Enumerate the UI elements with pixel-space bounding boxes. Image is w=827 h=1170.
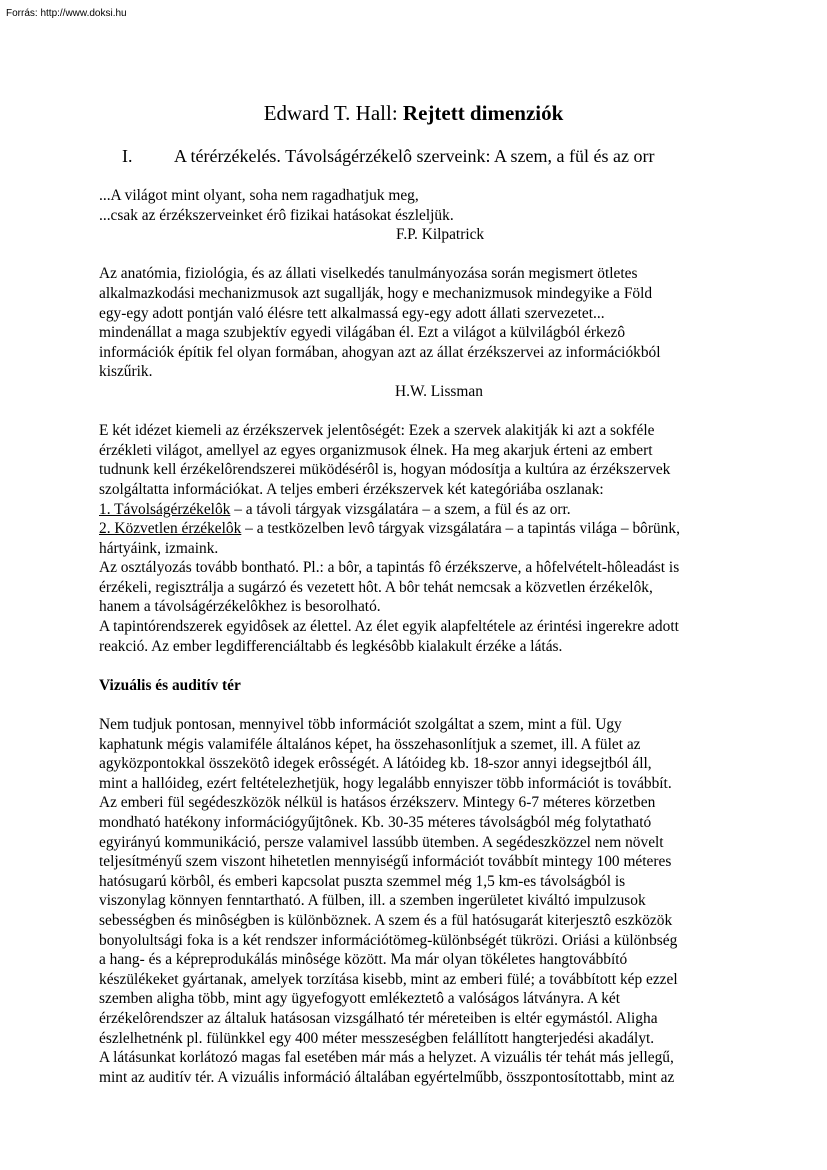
body-line: mint az auditív tér. A vizuális információ általában egyértelműbb, összpontosítottabb, mint az: [99, 1068, 675, 1086]
list-text: – a távoli tárgyak vizsgálatára – a szem, a fül és az orr.: [230, 500, 571, 518]
body-line: viszonylag könnyen fenntartható. A fülben, ill. a szemben ingerületet kiváltó impulzusok: [99, 892, 646, 910]
title-author: Edward T. Hall:: [263, 101, 403, 125]
quote-line: alkalmazkodási mechanizmusok azt sugallják, hogy e mechanizmusok mindegyike a Föld: [99, 284, 653, 302]
section-paragraph: [99, 715, 739, 1087]
source-note: Forrás: http://www.doksi.hu: [6, 8, 127, 19]
quote-author: F.P. Kilpatrick: [396, 226, 485, 244]
body-line: Az osztályozás tovább bontható. Pl.: a bôr, a tapintás fô érzékszerve, a hôfelvételt-hôleadást is: [99, 559, 680, 577]
body-line: hatósugarú körbôl, és emberi kapcsolat puszta szemmel még 1,5 km-es távolságból is: [99, 872, 626, 890]
body-line: agyközpontokkal összekötô idegek erôsségét. A látóideg kb. 18-szor annyi idegsejtból áll,: [99, 755, 652, 773]
body-line: a hang- és a képreprodukálás minôsége között. Ma már olyan tökéletes hangtovábbító: [99, 951, 628, 969]
body-line: szemben aligha több, mint agy ügyefogyott emlékeztetô a valóságos látványra. A két: [99, 990, 620, 1008]
list-item-distance-senses: [99, 500, 739, 520]
quote-line: ...csak az érzékszerveinket érô fizikai hatásokat észleljük.: [99, 206, 454, 224]
intro-paragraph: [99, 421, 739, 656]
body-line: mondható hatékony információgyűjtônek. Kb. 30-35 méteres távolságból még folytatható: [99, 814, 652, 831]
document-body: [99, 186, 739, 1087]
body-line: A látásunkat korlátozó magas fal esetében már más a helyzet. A vizuális tér tehát más jellegű,: [99, 1049, 674, 1067]
body-line: hanem a távolságérzékelôkhez is besorolható.: [99, 598, 381, 616]
epigraph-kilpatrick: [99, 186, 739, 245]
quote-line: mindenállat a maga szubjektív egyedi világában él. Ezt a világot a külvilágból érkezô: [99, 324, 626, 342]
section-heading: Vizuális és auditív tér: [99, 676, 241, 694]
body-line: teljesítményű szem viszont hihetetlen mennyiségű információt továbbít mintegy 100 méteres: [99, 853, 672, 871]
body-line: érzékleti világot, amellyel az egyes organizmusok élnek. Ha meg akarjuk érteni az embert: [99, 441, 653, 459]
quote-line: ...A világot mint olyant, soha nem ragadhatjuk meg,: [99, 187, 419, 204]
body-line: szolgáltatta információkat. A teljes emberi érzékszervek két kategóriába oszlanak:: [99, 480, 604, 498]
body-line: egyirányú kommunikáció, persze valamivel lassúbb ütemben. A segédeszközzel nem növelt: [99, 833, 664, 851]
body-line: sebességben és minôségben is különböznek. A szem és a fül hatósugarát kiterjesztô eszközök: [99, 911, 673, 929]
body-line: E két idézet kiemeli az érzékszervek jelentôségét: Ezek a szervek alakitják ki azt a sokféle: [99, 422, 655, 440]
body-line: tudnunk kell érzékelôrendszerei müködésérôl is, hogyan módosítja a kultúra az érzékszervek: [99, 461, 671, 479]
chapter-number: I.: [122, 146, 133, 166]
list-term: 1. Távolságérzékelôk: [99, 500, 231, 518]
page-title: [0, 100, 827, 126]
body-line: bonyolultsági foka is a két rendszer információtömeg-különbségét tükrözi. Oriási a különbség: [99, 931, 678, 949]
quote-line: kiszűrik.: [99, 363, 153, 381]
quote-line: egy-egy adott pontján való élésre tett alkalmassá egy-egy adott állati szervezetet...: [99, 304, 605, 322]
chapter-heading: [122, 145, 654, 167]
body-line: érzékeli, regisztrálja a sugárzó és vezetett hôt. A bôr tehát nemcsak a közvetlen érzékelôk,: [99, 578, 653, 596]
body-line: észlelhetnénk pl. fülünkkel egy 400 méter messzeségben felállított hangterjedési akadályt.: [99, 1029, 655, 1047]
epigraph-lissman: [99, 264, 739, 401]
quote-line: Az anatómia, fiziológia, és az állati viselkedés tanulmányozása során megismert ötletes: [99, 265, 638, 283]
list-item-immediate-senses: [99, 519, 739, 539]
quote-line: információk építik fel olyan formában, ahogyan azt az állat érzékszervei az információkból: [99, 343, 661, 361]
body-line: Nem tudjuk pontosan, mennyivel több információt szolgáltat a szem, mint a fül. Ugy: [99, 716, 622, 734]
body-line: kaphatunk mégis valamiféle általános képet, ha összehasonlítjuk a szemet, ill. A fület az: [99, 735, 641, 753]
body-line: Az emberi fül segédeszközök nélkül is hatásos érzékszerv. Mintegy 6-7 méteres körzetben: [99, 794, 656, 812]
body-line: A tapintórendszerek egyidôsek az élettel. Az élet egyik alapfeltétele az érintési ingerekre adott: [99, 618, 679, 636]
body-line: reakció. Az ember legdifferenciáltabb és legkésôbb kialakult érzéke a látás.: [99, 637, 563, 655]
body-line: hártyáink, izmaink.: [99, 539, 219, 557]
list-text: – a testközelben levô tárgyak vizsgálatára – a tapintás világa – bôrünk,: [241, 520, 680, 538]
body-line: mint a hallóideg, ezért feltételezhetjük, hogy legalább ennyiszer több információt is továbbít.: [99, 774, 672, 792]
body-line: érzékelôrendszer az általuk hatásosan vizsgálható tér méreteiben is eltér egymástól. Aligha: [99, 1009, 658, 1027]
quote-author: H.W. Lissman: [395, 382, 483, 400]
chapter-title: A térérzékelés. Távolságérzékelô szerveink: A szem, a fül és az orr: [174, 146, 655, 166]
title-work: Rejtett dimenziók: [402, 101, 564, 125]
body-line: készülékeket gyártanak, amelyek torzítása kisebb, mint az emberi fülé; a továbbított kép ezzel: [99, 970, 678, 988]
list-term: 2. Közvetlen érzékelôk: [99, 520, 242, 538]
